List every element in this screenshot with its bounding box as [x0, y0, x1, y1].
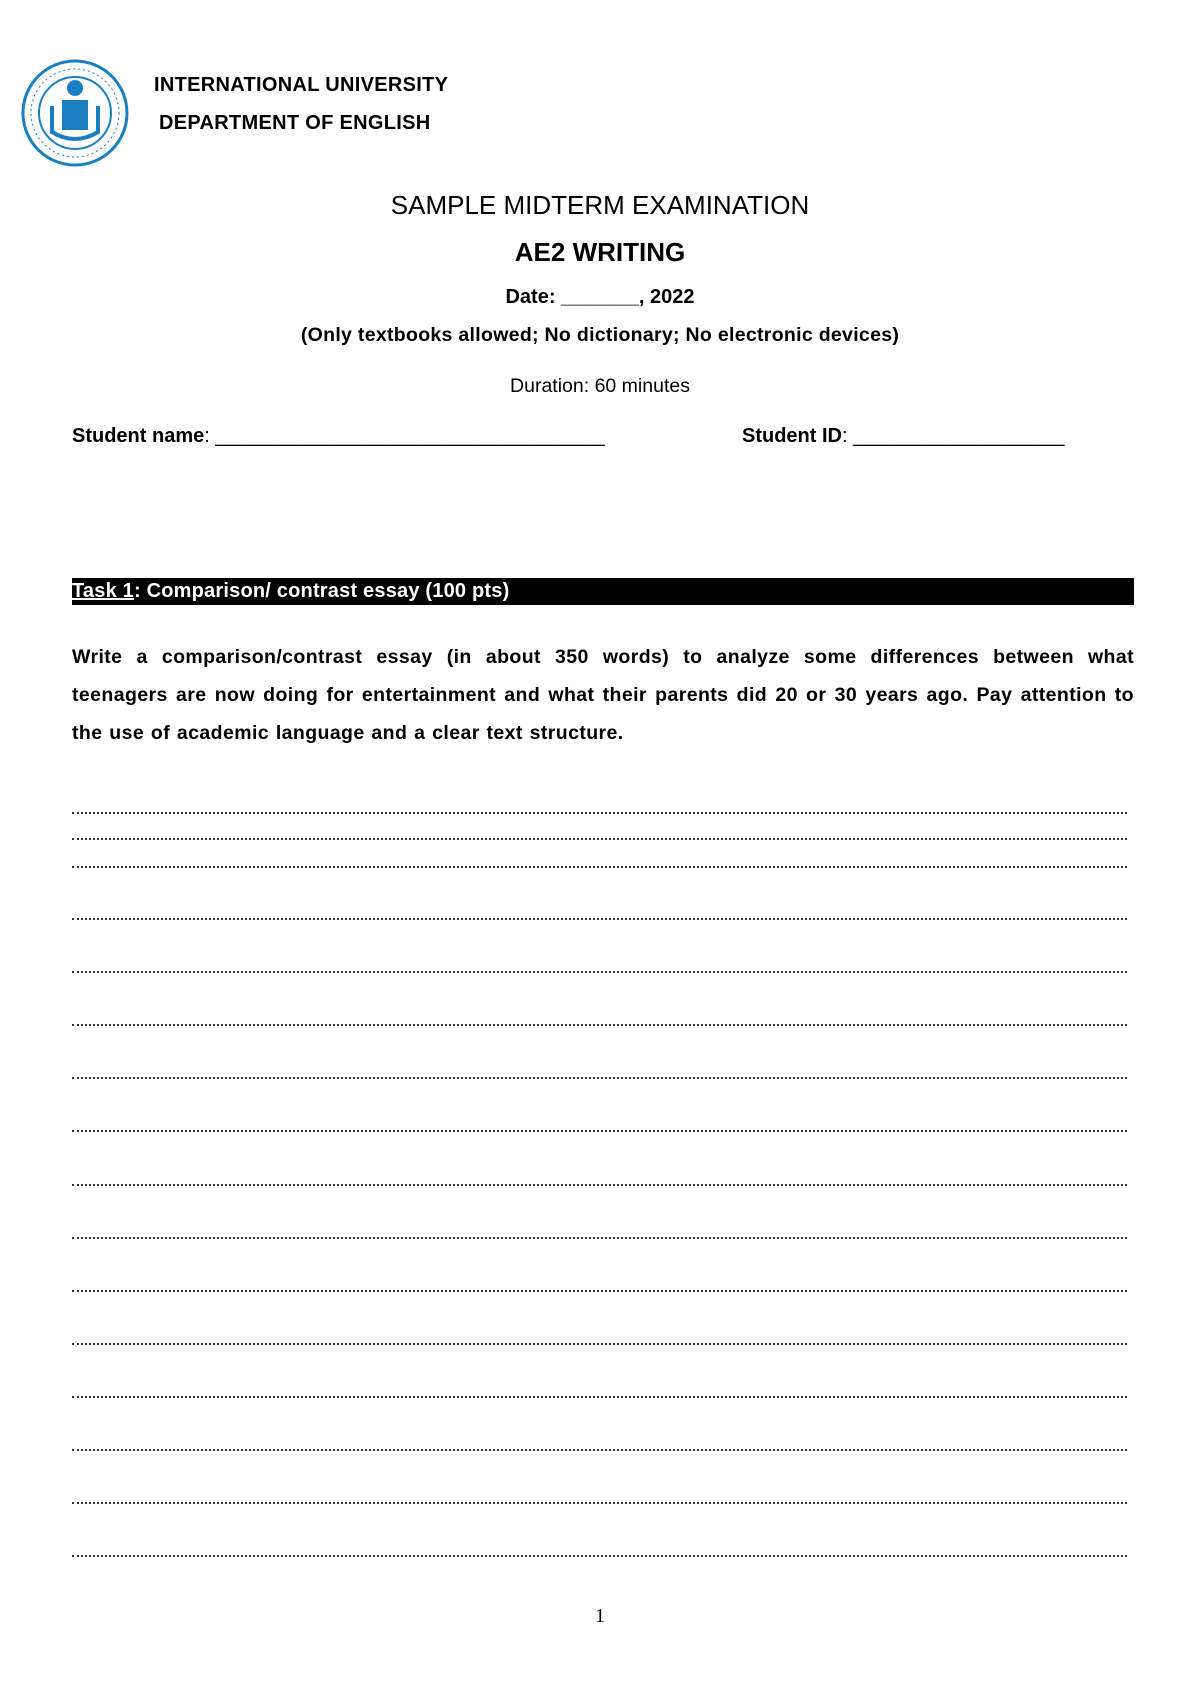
- answer-line[interactable]: [72, 1024, 1127, 1026]
- department-name: DEPARTMENT OF ENGLISH: [159, 112, 431, 134]
- answer-line[interactable]: [72, 1555, 1127, 1557]
- exam-duration: Duration: 60 minutes: [510, 375, 690, 397]
- answer-line[interactable]: [72, 1184, 1127, 1186]
- student-id-field[interactable]: [742, 425, 1064, 448]
- student-name-blank[interactable]: : ___________________________________: [204, 425, 605, 447]
- university-name: INTERNATIONAL UNIVERSITY: [154, 74, 449, 96]
- task-heading: : Comparison/ contrast essay (100 pts): [133, 580, 510, 602]
- student-id-blank[interactable]: : ___________________: [842, 425, 1065, 447]
- exam-title: SAMPLE MIDTERM EXAMINATION: [390, 190, 810, 220]
- student-name-field[interactable]: [72, 425, 605, 448]
- answer-line[interactable]: [72, 1449, 1127, 1451]
- answer-line[interactable]: [72, 971, 1127, 973]
- answer-line[interactable]: [72, 1343, 1127, 1345]
- task-label: Task 1: [72, 580, 134, 602]
- answer-line[interactable]: [72, 1290, 1127, 1292]
- answer-line[interactable]: [72, 918, 1127, 920]
- answer-line[interactable]: [72, 1237, 1127, 1239]
- student-name-label: Student name: [72, 425, 205, 447]
- exam-rules: (Only textbooks allowed; No dictionary; No electronic devices): [300, 324, 900, 346]
- answer-line[interactable]: [72, 1077, 1127, 1079]
- task-heading-bar: [72, 578, 1134, 605]
- university-logo-icon: [20, 58, 130, 168]
- answer-line[interactable]: [72, 1130, 1127, 1132]
- answer-line[interactable]: [72, 838, 1127, 840]
- answer-line[interactable]: [72, 1396, 1127, 1398]
- task-prompt: Write a comparison/contrast essay (in about 350 words) to analyze some differences between what teenagers are now doing for entertainment and what their parents did 20 or 30 years ago. Pay attention to the use of academic language and a clear text structure.: [72, 646, 1134, 744]
- exam-date: Date: _______, 2022: [505, 286, 695, 308]
- answer-line[interactable]: [72, 812, 1127, 814]
- answer-line[interactable]: [72, 1502, 1127, 1504]
- student-id-label: Student ID: [742, 425, 842, 447]
- exam-subject: AE2 WRITING: [514, 237, 686, 267]
- page-number: 1: [595, 1605, 605, 1627]
- answer-line[interactable]: [72, 866, 1127, 868]
